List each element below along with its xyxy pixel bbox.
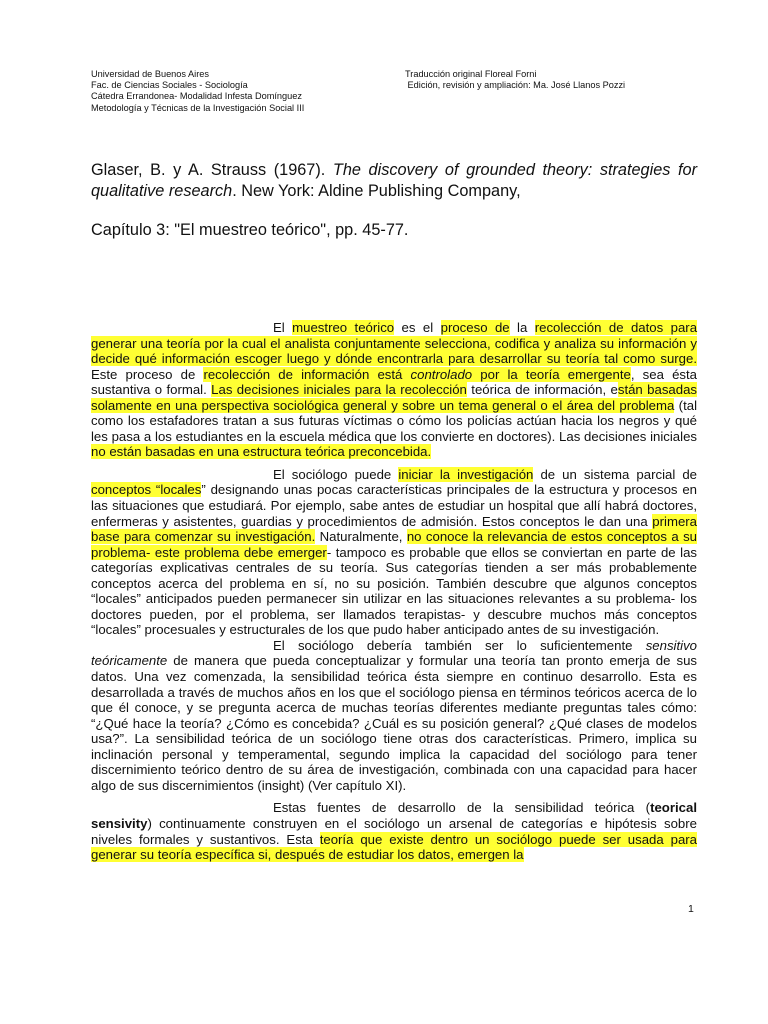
citation-publisher: . New York: Aldine Publishing Company,: [232, 181, 521, 200]
text-run: teórica de información, e: [466, 382, 618, 398]
highlighted-text: recolección de datos para generar una teoría por la cual el analista conjuntamente selecciona, codifica y analiza su información y decide qué información escoger luego y dónde encontrarla para desarrollar su teoría tal como surge.: [91, 320, 698, 367]
header-line: Universidad de Buenos Aires: [91, 69, 209, 79]
highlighted-text: recolección de información está: [203, 366, 411, 382]
chapter-heading: Capítulo 3: "El muestreo teórico", pp. 45-77.: [91, 221, 409, 239]
header-translation-credits: [405, 69, 625, 91]
highlighted-text: no están basadas en una estructura teórica preconcebida.: [91, 444, 432, 460]
text-run: El sociólogo debería también ser lo suficientemente: [273, 637, 646, 653]
highlighted-text: controlado: [410, 366, 473, 382]
text-run: Naturalmente,: [315, 529, 407, 545]
header-line: Metodología y Técnicas de la Investigación Social III: [91, 102, 305, 113]
highlighted-text: muestreo teórico: [292, 320, 395, 335]
bibliographic-citation: [91, 160, 697, 201]
header-line: Fac. de Ciencias Sociales - Sociología: [91, 80, 248, 91]
text-run: de un sistema parcial de: [533, 466, 697, 482]
document-body: [91, 320, 697, 863]
paragraph: [91, 467, 697, 638]
italic-text: sensitivo teóricamente: [91, 637, 697, 669]
bold-text: teorical sensivity: [91, 800, 697, 831]
highlighted-text: iniciar la investigación: [398, 466, 534, 482]
text-run: El sociólogo puede: [273, 466, 399, 482]
text-run: - tampoco es probable que ellos se conviertan en parte de las categorías explicativas centrales de su teoría. Sus categorías tienden a ser más probablemente conceptos acerca del problema en sí, no su posición. También descubre que algunos conceptos “locales” anticipados pueden permanecer sin utilizar en las situaciones relevantes a su problema- los doctores pueden, por el problema, ser llamados terapistas- y descubre muchos más conceptos “locales” procesuales y estructurales de los que pudo haber anticipado antes de su investigación.: [91, 544, 697, 638]
header-line: Edición, revisión y ampliación: Ma. José Llanos Pozzi: [405, 80, 626, 91]
text-run: ” designando unas pocas características principales de la estructura y procesos en las situaciones que estudiará. Por ejemplo, sabe antes de estudiar un hospital que allí habrá doctores, enfermeras y asistentes, guardias y procedimientos de admisión. Estos conceptos le dan una: [91, 482, 697, 529]
text-run: (tal como los estafadores tratan a sus futuras víctimas o cómo los policías actúan hacia los negros y qué les pasa a los estudiantes en la escuela médica que los convierte en doctores). Las decisiones iniciales: [91, 397, 697, 444]
citation-title: The discovery of grounded theory: strategies for qualitative research: [91, 161, 697, 200]
text-run: Estas fuentes de desarrollo de la sensibilidad teórica (: [273, 800, 651, 816]
text-run: la: [509, 320, 535, 335]
header-institution-block: [91, 69, 304, 114]
paragraph: [91, 638, 697, 793]
citation-authors: Glaser, B. y A. Strauss (1967).: [91, 161, 333, 179]
highlighted-text: stán basadas solamente en una perspectiva sociológica general y sobre un tema general o el área del problema: [91, 382, 698, 413]
text-run: es el: [394, 320, 441, 335]
text-run: , sea ésta sustantiva o formal.: [91, 366, 698, 398]
highlighted-text: primera base para comenzar su investigación.: [91, 513, 697, 545]
highlighted-text: no conoce la relevancia de estos conceptos a su problema- este problema debe emerger: [91, 529, 698, 560]
highlighted-text: teoría que existe dentro un sociólogo puede ser usada para generar su teoría específica si, después de estudiar los datos, emergen la: [91, 831, 697, 863]
text-run: ) continuamente construyen en el sociólogo un arsenal de categorías e hipótesis sobre niveles formales y sustantivos. Esta: [91, 815, 697, 847]
paragraph: [91, 800, 697, 862]
highlighted-text: conceptos “locales: [91, 482, 202, 498]
text-run: El: [273, 320, 293, 335]
highlighted-text: proceso de: [440, 320, 510, 335]
paragraph: [91, 320, 697, 460]
text-run: Este proceso de: [91, 366, 204, 382]
page-number: 1: [688, 903, 694, 915]
highlighted-text: Las decisiones iniciales para la recolección: [211, 382, 467, 398]
highlighted-text: por la teoría emergente: [472, 366, 631, 382]
text-run: de manera que pueda conceptualizar y formular una teoría tan pronto emerja de sus datos. Una vez comenzada, la sensibilidad teórica ésta siempre en continuo desarrollo. Esta es desarrollada a través de muchos años en los que el sociólogo piensa en términos teóricos acerca de lo que él conoce, y se pregunta acerca de muchas teorías diferentes mediante preguntas tales cómo: “¿Qué hace la teoría? ¿Cómo es concebida? ¿Cuál es su posición general? ¿Qué clases de modelos usa?”. La sensibilidad teórica de un sociólogo tiene otras dos características. Primero, implica su inclinación personal y temperamental, segundo implica la capacidad del sociólogo para tener discernimiento teórico dentro de su área de investigación, combinada con una capacidad para hacer algo de sus discernimientos (insight) (Ver capítulo XI).: [91, 653, 697, 793]
header-line: Traducción original Floreal Forni: [405, 69, 537, 79]
header-line: Cátedra Errandonea- Modalidad Infesta Domínguez: [91, 91, 302, 102]
